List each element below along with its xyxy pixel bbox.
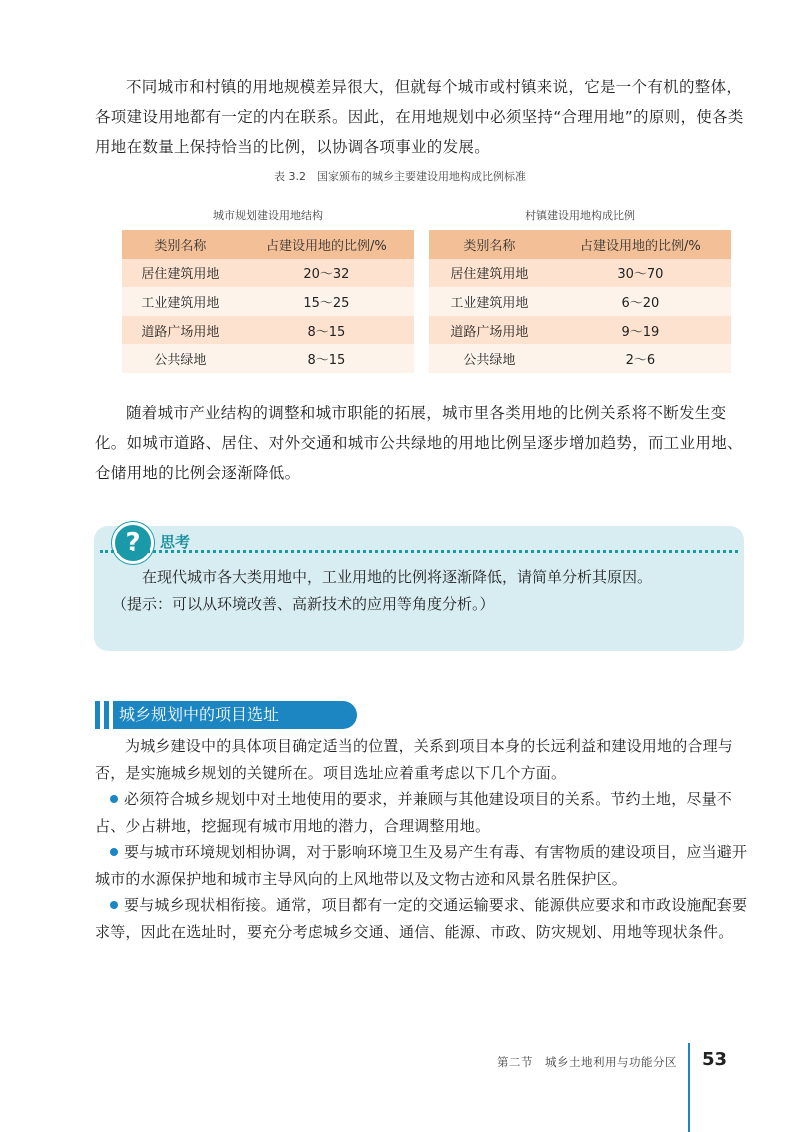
table-row (429, 259, 731, 288)
table-cell-ratio: 6～20 (550, 287, 731, 316)
table-cell-category: 居住建筑用地 (122, 259, 239, 288)
table-cell-category: 公共绿地 (122, 344, 239, 373)
bullet-text-wrap (95, 786, 755, 839)
bullet-text: 要与城乡现状相衔接。通常，项目都有一定的交通运输要求、能源供应要求和市政设施配套要求等，因此在选址时，要充分考虑城乡交通、通信、能源、市政、防灾规划、用地等现状条件。 (95, 896, 748, 941)
city-land-use-table (122, 230, 414, 373)
table-cell-ratio: 8～15 (239, 344, 414, 373)
page-number: 53 (702, 1049, 728, 1070)
table-header-row (122, 230, 414, 259)
table-row (122, 344, 414, 373)
think-hint-line: （提示：可以从环境改善、高新技术的应用等角度分析。） (112, 595, 495, 613)
village-land-use-table (429, 230, 731, 373)
column-header-category: 类别名称 (429, 230, 550, 259)
table-row (429, 344, 731, 373)
table-cell-category: 工业建筑用地 (122, 287, 239, 316)
table-cell-ratio: 30～70 (550, 259, 731, 288)
heading-stripe (104, 701, 109, 729)
footer-section-label: 第二节 城乡土地利用与功能分区 (497, 1055, 677, 1069)
table-cell-ratio: 2～6 (550, 344, 731, 373)
column-header-ratio: 占建设用地的比例/% (239, 230, 414, 259)
bullet-item (95, 786, 755, 839)
bullet-dot-icon (110, 848, 118, 856)
table-row (429, 316, 731, 345)
dotted-divider (100, 550, 738, 553)
table-cell-ratio: 15～25 (239, 287, 414, 316)
table-cell-category: 公共绿地 (429, 344, 550, 373)
table-cell-category: 居住建筑用地 (429, 259, 550, 288)
bullet-item (95, 839, 755, 892)
paragraph-land-use-principle: 不同城市和村镇的用地规模差异很大，但就每个城市或村镇来说，它是一个有机的整体，各项建设用地都有一定的内在联系。因此，在用地规划中必须坚持“合理用地”的原则，使各类用地在数量上保持恰当的比例，以协调各项事业的发展。 (95, 78, 744, 156)
table-row (122, 259, 414, 288)
think-title: 思考 (160, 533, 191, 551)
paragraph-land-use-trend: 随着城市产业结构的调整和城市职能的拓展，城市里各类用地的比例关系将不断发生变化。如城市道路、居住、对外交通和城市公共绿地的用地比例呈逐步增加趋势，而工业用地、仓储用地的比例会逐渐降低。 (95, 404, 743, 482)
table-cell-ratio: 20～32 (239, 259, 414, 288)
table-row (122, 316, 414, 345)
bullet-dot-icon (110, 795, 118, 803)
bullet-item (95, 892, 755, 945)
bullet-text-wrap (95, 839, 755, 892)
table-caption: 表 3.2 国家颁布的城乡主要建设用地构成比例标准 (274, 170, 526, 183)
bullet-text: 要与城市环境规划相协调，对于影响环境卫生及易产生有毒、有害物质的建设项目，应当避开城市的水源保护地和城市主导风向的上风地带以及文物古迹和风景名胜保护区。 (95, 843, 748, 888)
table-cell-category: 工业建筑用地 (429, 287, 550, 316)
think-question-line: 在现代城市各大类用地中，工业用地的比例将逐渐降低，请简单分析其原因。 (142, 568, 653, 586)
question-icon: ? (112, 522, 154, 564)
table-left-title: 城市规划建设用地结构 (213, 209, 323, 222)
bullet-text-wrap (95, 892, 755, 945)
column-header-ratio: 占建设用地的比例/% (550, 230, 731, 259)
table-cell-category: 道路广场用地 (429, 316, 550, 345)
table-cell-category: 道路广场用地 (122, 316, 239, 345)
table-right-title: 村镇建设用地构成比例 (525, 209, 635, 222)
heading-stripe (95, 701, 100, 729)
bullet-dot-icon (110, 901, 118, 909)
table-cell-ratio: 9～19 (550, 316, 731, 345)
column-header-category: 类别名称 (122, 230, 239, 259)
footer-divider (688, 1043, 690, 1132)
section-intro-text: 为城乡建设中的具体项目确定适当的位置，关系到项目本身的长远利益和建设用地的合理与否，是实施城乡规划的关键所在。项目选址应着重考虑以下几个方面。 (95, 737, 734, 782)
table-row (122, 287, 414, 316)
think-question (112, 564, 732, 618)
table-row (429, 287, 731, 316)
bullet-text: 必须符合城乡规划中对土地使用的要求，并兼顾与其他建设项目的关系。节约土地，尽量不占、少占耕地，挖掘现有城市用地的潜力，合理调整用地。 (95, 790, 733, 835)
think-box (94, 526, 744, 651)
section-intro (95, 733, 755, 786)
table-cell-ratio: 8～15 (239, 316, 414, 345)
section-title: 城乡规划中的项目选址 (119, 705, 280, 724)
table-header-row (429, 230, 731, 259)
section-heading (95, 701, 357, 729)
